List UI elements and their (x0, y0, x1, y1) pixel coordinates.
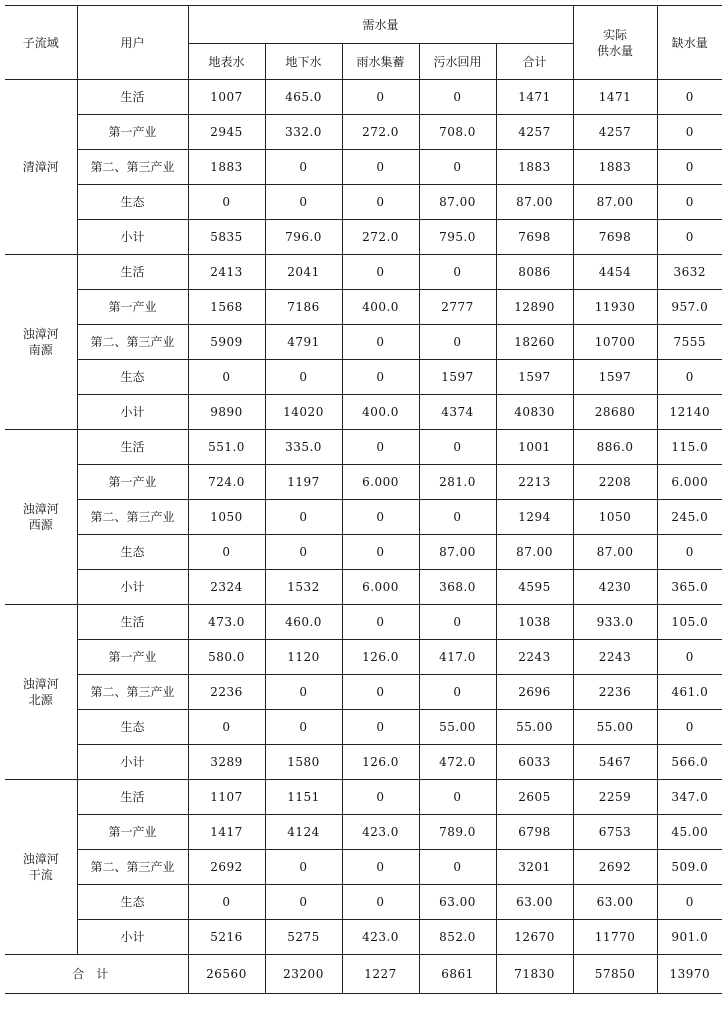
table-row (5, 115, 722, 150)
value-cell: 3632 (657, 255, 722, 290)
value-cell: 0 (188, 535, 265, 570)
value-cell: 0 (342, 605, 419, 640)
value-cell: 1532 (265, 570, 342, 605)
user-category-cell: 小计 (77, 920, 188, 955)
value-cell: 40830 (496, 395, 573, 430)
user-category-cell: 小计 (77, 570, 188, 605)
value-cell: 901.0 (657, 920, 722, 955)
value-cell: 1417 (188, 815, 265, 850)
value-cell: 9890 (188, 395, 265, 430)
table-row (5, 815, 722, 850)
table-row (5, 395, 722, 430)
value-cell: 0 (342, 535, 419, 570)
table-row (5, 290, 722, 325)
basin-name-line1: 浊漳河 (22, 327, 59, 341)
value-cell: 87.00 (419, 535, 496, 570)
user-category-cell: 第二、第三产业 (77, 325, 188, 360)
value-cell: 2213 (496, 465, 573, 500)
basin-name-line2: 西源 (28, 518, 53, 532)
value-cell: 795.0 (419, 220, 496, 255)
user-category-cell: 第二、第三产业 (77, 850, 188, 885)
value-cell: 0 (342, 185, 419, 220)
header-user: 用户 (77, 6, 188, 80)
value-cell: 63.00 (496, 885, 573, 920)
value-cell: 0 (265, 710, 342, 745)
value-cell: 6.000 (657, 465, 722, 500)
value-cell: 5467 (573, 745, 657, 780)
value-cell: 4454 (573, 255, 657, 290)
value-cell: 1568 (188, 290, 265, 325)
value-cell: 2696 (496, 675, 573, 710)
value-cell: 465.0 (265, 80, 342, 115)
value-cell: 12140 (657, 395, 722, 430)
total-cell: 1227 (342, 955, 419, 994)
table-row (5, 80, 722, 115)
value-cell: 1471 (496, 80, 573, 115)
value-cell: 1001 (496, 430, 573, 465)
value-cell: 708.0 (419, 115, 496, 150)
user-category-cell: 生活 (77, 780, 188, 815)
value-cell: 0 (657, 150, 722, 185)
value-cell: 1038 (496, 605, 573, 640)
value-cell: 4374 (419, 395, 496, 430)
header-rainwater: 雨水集蓄 (342, 44, 419, 80)
value-cell: 0 (342, 80, 419, 115)
user-category-cell: 第二、第三产业 (77, 500, 188, 535)
user-category-cell: 第一产业 (77, 465, 188, 500)
value-cell: 28680 (573, 395, 657, 430)
value-cell: 0 (419, 150, 496, 185)
table-row (5, 255, 722, 290)
value-cell: 365.0 (657, 570, 722, 605)
table-row (5, 745, 722, 780)
basin-name-line1: 浊漳河 (22, 502, 59, 516)
value-cell: 0 (265, 360, 342, 395)
basin-name-line1: 清漳河 (22, 160, 59, 174)
table-row (5, 780, 722, 815)
basin-name-cell (5, 430, 77, 605)
value-cell: 3289 (188, 745, 265, 780)
value-cell: 0 (342, 255, 419, 290)
value-cell: 0 (342, 360, 419, 395)
header-groundwater: 地下水 (265, 44, 342, 80)
value-cell: 461.0 (657, 675, 722, 710)
table-row (5, 465, 722, 500)
value-cell: 0 (419, 325, 496, 360)
header-surface-water: 地表水 (188, 44, 265, 80)
total-label: 合计 (5, 955, 188, 994)
table-row (5, 430, 722, 465)
user-category-cell: 生态 (77, 360, 188, 395)
value-cell: 332.0 (265, 115, 342, 150)
total-cell: 6861 (419, 955, 496, 994)
table-row (5, 675, 722, 710)
value-cell: 63.00 (573, 885, 657, 920)
value-cell: 0 (188, 710, 265, 745)
value-cell: 2208 (573, 465, 657, 500)
value-cell: 7555 (657, 325, 722, 360)
value-cell: 1050 (188, 500, 265, 535)
user-category-cell: 生态 (77, 710, 188, 745)
value-cell: 1007 (188, 80, 265, 115)
user-category-cell: 第一产业 (77, 815, 188, 850)
user-category-cell: 生活 (77, 605, 188, 640)
value-cell: 10700 (573, 325, 657, 360)
value-cell: 0 (342, 780, 419, 815)
table-row (5, 500, 722, 535)
value-cell: 0 (657, 360, 722, 395)
total-cell: 26560 (188, 955, 265, 994)
value-cell: 87.00 (496, 185, 573, 220)
value-cell: 4124 (265, 815, 342, 850)
value-cell: 551.0 (188, 430, 265, 465)
value-cell: 2945 (188, 115, 265, 150)
value-cell: 1883 (496, 150, 573, 185)
value-cell: 0 (265, 850, 342, 885)
value-cell: 2236 (573, 675, 657, 710)
value-cell: 1580 (265, 745, 342, 780)
value-cell: 87.00 (419, 185, 496, 220)
value-cell: 55.00 (496, 710, 573, 745)
value-cell: 0 (419, 500, 496, 535)
value-cell: 886.0 (573, 430, 657, 465)
user-category-cell: 生态 (77, 185, 188, 220)
value-cell: 0 (342, 710, 419, 745)
value-cell: 933.0 (573, 605, 657, 640)
table-row (5, 185, 722, 220)
user-category-cell: 生活 (77, 80, 188, 115)
table-row (5, 360, 722, 395)
value-cell: 5835 (188, 220, 265, 255)
basin-name-cell (5, 780, 77, 955)
value-cell: 11930 (573, 290, 657, 325)
value-cell: 2259 (573, 780, 657, 815)
value-cell: 347.0 (657, 780, 722, 815)
value-cell: 245.0 (657, 500, 722, 535)
value-cell: 0 (342, 150, 419, 185)
value-cell: 0 (657, 185, 722, 220)
table-row (5, 710, 722, 745)
total-row (5, 955, 722, 994)
value-cell: 272.0 (342, 115, 419, 150)
value-cell: 0 (265, 500, 342, 535)
total-cell: 13970 (657, 955, 722, 994)
table-row (5, 885, 722, 920)
value-cell: 2041 (265, 255, 342, 290)
value-cell: 1050 (573, 500, 657, 535)
value-cell: 0 (657, 80, 722, 115)
value-cell: 18260 (496, 325, 573, 360)
value-cell: 0 (419, 605, 496, 640)
value-cell: 2236 (188, 675, 265, 710)
value-cell: 126.0 (342, 745, 419, 780)
value-cell: 63.00 (419, 885, 496, 920)
table-row (5, 640, 722, 675)
value-cell: 0 (342, 675, 419, 710)
value-cell: 4595 (496, 570, 573, 605)
water-balance-table (5, 5, 722, 994)
value-cell: 0 (342, 325, 419, 360)
table-row (5, 920, 722, 955)
value-cell: 580.0 (188, 640, 265, 675)
value-cell: 6753 (573, 815, 657, 850)
value-cell: 0 (419, 430, 496, 465)
basin-name-line2: 北源 (28, 693, 53, 707)
value-cell: 281.0 (419, 465, 496, 500)
table-row (5, 220, 722, 255)
value-cell: 0 (265, 885, 342, 920)
value-cell: 1883 (188, 150, 265, 185)
value-cell: 45.00 (657, 815, 722, 850)
value-cell: 87.00 (573, 185, 657, 220)
value-cell: 368.0 (419, 570, 496, 605)
value-cell: 460.0 (265, 605, 342, 640)
value-cell: 566.0 (657, 745, 722, 780)
basin-name-line1: 浊漳河 (22, 677, 59, 691)
value-cell: 1883 (573, 150, 657, 185)
header-basin: 子流域 (5, 6, 77, 80)
value-cell: 0 (419, 80, 496, 115)
value-cell: 0 (265, 675, 342, 710)
value-cell: 400.0 (342, 395, 419, 430)
value-cell: 509.0 (657, 850, 722, 885)
user-category-cell: 小计 (77, 395, 188, 430)
value-cell: 2777 (419, 290, 496, 325)
user-category-cell: 第一产业 (77, 290, 188, 325)
value-cell: 2605 (496, 780, 573, 815)
value-cell: 0 (419, 675, 496, 710)
header-demand: 需水量 (188, 6, 573, 44)
value-cell: 8086 (496, 255, 573, 290)
value-cell: 3201 (496, 850, 573, 885)
value-cell: 6.000 (342, 570, 419, 605)
value-cell: 0 (265, 150, 342, 185)
user-category-cell: 生态 (77, 535, 188, 570)
value-cell: 1294 (496, 500, 573, 535)
header-shortage: 缺水量 (657, 6, 722, 80)
header-actual-supply (573, 6, 657, 80)
value-cell: 2413 (188, 255, 265, 290)
value-cell: 0 (657, 115, 722, 150)
user-category-cell: 生活 (77, 255, 188, 290)
user-category-cell: 第一产业 (77, 115, 188, 150)
basin-name-line2: 南源 (28, 343, 53, 357)
user-category-cell: 第一产业 (77, 640, 188, 675)
value-cell: 5216 (188, 920, 265, 955)
header-demand-total: 合计 (496, 44, 573, 80)
value-cell: 0 (188, 360, 265, 395)
user-category-cell: 生态 (77, 885, 188, 920)
value-cell: 4257 (573, 115, 657, 150)
value-cell: 1120 (265, 640, 342, 675)
value-cell: 0 (419, 255, 496, 290)
basin-name-cell (5, 605, 77, 780)
basin-name-cell (5, 255, 77, 430)
value-cell: 852.0 (419, 920, 496, 955)
value-cell: 12670 (496, 920, 573, 955)
value-cell: 0 (657, 710, 722, 745)
table-row (5, 150, 722, 185)
basin-name-cell (5, 80, 77, 255)
value-cell: 0 (188, 185, 265, 220)
user-category-cell: 小计 (77, 220, 188, 255)
value-cell: 126.0 (342, 640, 419, 675)
value-cell: 7186 (265, 290, 342, 325)
table-body (5, 80, 722, 994)
value-cell: 11770 (573, 920, 657, 955)
total-cell: 71830 (496, 955, 573, 994)
basin-name-line2: 干流 (28, 868, 53, 882)
value-cell: 6798 (496, 815, 573, 850)
value-cell: 400.0 (342, 290, 419, 325)
value-cell: 423.0 (342, 920, 419, 955)
header-reclaimed-water: 污水回用 (419, 44, 496, 80)
value-cell: 1597 (573, 360, 657, 395)
table-row (5, 850, 722, 885)
user-category-cell: 小计 (77, 745, 188, 780)
total-cell: 23200 (265, 955, 342, 994)
value-cell: 0 (657, 535, 722, 570)
value-cell: 957.0 (657, 290, 722, 325)
value-cell: 0 (342, 885, 419, 920)
value-cell: 0 (188, 885, 265, 920)
value-cell: 473.0 (188, 605, 265, 640)
value-cell: 2243 (573, 640, 657, 675)
value-cell: 789.0 (419, 815, 496, 850)
value-cell: 0 (265, 185, 342, 220)
value-cell: 7698 (573, 220, 657, 255)
value-cell: 105.0 (657, 605, 722, 640)
value-cell: 272.0 (342, 220, 419, 255)
table-row (5, 325, 722, 360)
value-cell: 87.00 (573, 535, 657, 570)
value-cell: 2692 (188, 850, 265, 885)
value-cell: 0 (657, 220, 722, 255)
value-cell: 423.0 (342, 815, 419, 850)
value-cell: 1197 (265, 465, 342, 500)
value-cell: 6033 (496, 745, 573, 780)
value-cell: 7698 (496, 220, 573, 255)
value-cell: 6.000 (342, 465, 419, 500)
user-category-cell: 生活 (77, 430, 188, 465)
value-cell: 2324 (188, 570, 265, 605)
value-cell: 0 (265, 535, 342, 570)
value-cell: 115.0 (657, 430, 722, 465)
value-cell: 5275 (265, 920, 342, 955)
value-cell: 796.0 (265, 220, 342, 255)
total-cell: 57850 (573, 955, 657, 994)
value-cell: 472.0 (419, 745, 496, 780)
user-category-cell: 第二、第三产业 (77, 675, 188, 710)
value-cell: 335.0 (265, 430, 342, 465)
value-cell: 1151 (265, 780, 342, 815)
value-cell: 55.00 (573, 710, 657, 745)
value-cell: 1597 (419, 360, 496, 395)
value-cell: 5909 (188, 325, 265, 360)
value-cell: 724.0 (188, 465, 265, 500)
value-cell: 1471 (573, 80, 657, 115)
value-cell: 0 (419, 850, 496, 885)
table-row (5, 570, 722, 605)
value-cell: 14020 (265, 395, 342, 430)
value-cell: 1597 (496, 360, 573, 395)
value-cell: 0 (657, 640, 722, 675)
header-actual-line1: 实际 (603, 27, 628, 42)
value-cell: 55.00 (419, 710, 496, 745)
value-cell: 0 (342, 430, 419, 465)
value-cell: 1107 (188, 780, 265, 815)
value-cell: 417.0 (419, 640, 496, 675)
value-cell: 0 (419, 780, 496, 815)
basin-name-line1: 浊漳河 (22, 852, 59, 866)
value-cell: 2692 (573, 850, 657, 885)
value-cell: 4257 (496, 115, 573, 150)
value-cell: 0 (657, 885, 722, 920)
value-cell: 2243 (496, 640, 573, 675)
value-cell: 12890 (496, 290, 573, 325)
value-cell: 4230 (573, 570, 657, 605)
value-cell: 87.00 (496, 535, 573, 570)
table-row (5, 535, 722, 570)
value-cell: 0 (342, 850, 419, 885)
header-actual-line2: 供水量 (597, 43, 634, 58)
table-row (5, 605, 722, 640)
water-balance-table-container (5, 5, 722, 994)
value-cell: 4791 (265, 325, 342, 360)
value-cell: 0 (342, 500, 419, 535)
user-category-cell: 第二、第三产业 (77, 150, 188, 185)
